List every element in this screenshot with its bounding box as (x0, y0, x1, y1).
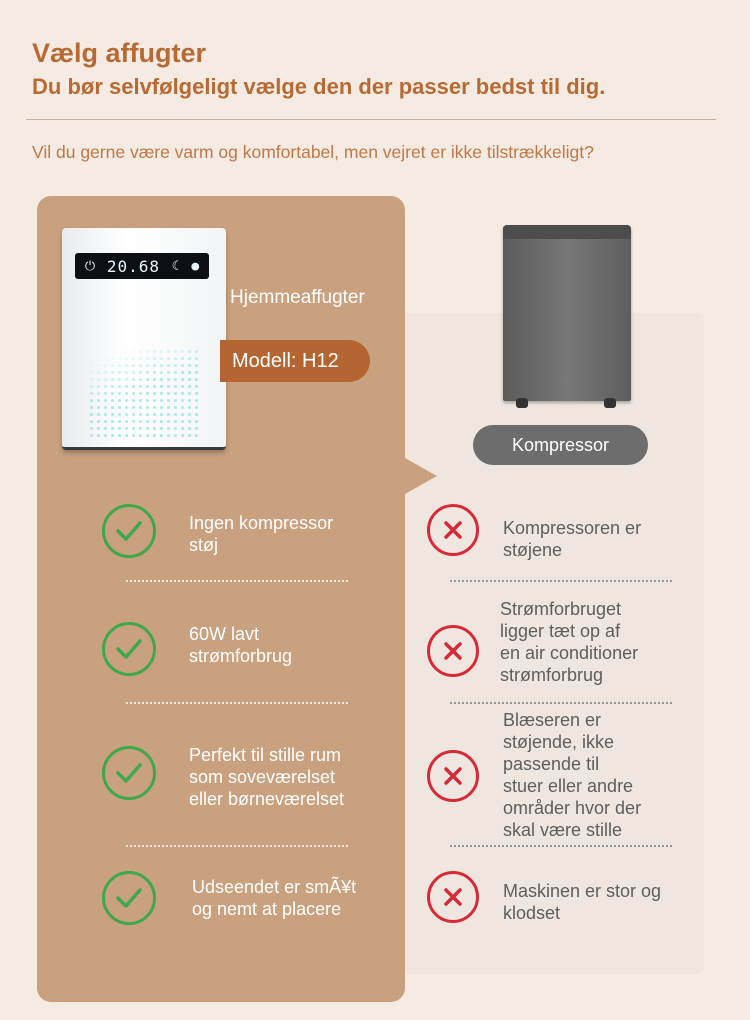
check-icon (102, 871, 156, 925)
intro-question: Vil du gerne være varm og komfortabel, men vejret er ikke tilstrækkeligt? (32, 142, 594, 162)
moon-icon: ☾ (171, 258, 180, 274)
row-separator (126, 580, 348, 582)
arrow-right-icon (405, 458, 437, 494)
pro-text: Perfekt til stille rum som soveværelset eller børneværelset (189, 745, 345, 809)
header-divider (26, 119, 716, 120)
model-badge: Modell: H12 (220, 340, 370, 382)
row-separator (450, 580, 672, 582)
pro-text: 60W lavt strømforbrug (189, 624, 293, 666)
row-separator (126, 702, 348, 704)
cross-icon (427, 625, 479, 677)
pro-text: Udseendet er smÃ¥t og nemt at placere (192, 877, 357, 919)
air-vent-pattern (88, 348, 200, 438)
power-icon: ⏻ (84, 258, 96, 274)
wheel-icon (516, 398, 528, 408)
check-icon (102, 622, 156, 676)
product-name: Hjemmeaffugter (230, 287, 365, 308)
cross-icon (427, 504, 479, 556)
con-text: Strømforbruget ligger tæt op af en air conditioner strømforbrug (500, 599, 639, 685)
row-separator (450, 702, 672, 704)
row-separator (126, 845, 348, 847)
compressor-label: Kompressor (473, 425, 648, 465)
con-text: Blæseren er støjende, ikke passende til stuer eller andre områder hvor der skal være stille (503, 710, 642, 840)
drop-icon: ● (191, 258, 200, 274)
dehumidifier-image (62, 228, 226, 450)
page-title: Vælg affugter (32, 38, 207, 68)
con-text: Maskinen er stor og klodset (503, 881, 662, 923)
display-reading: 20.68 (106, 256, 161, 276)
check-icon (102, 746, 156, 800)
compressor-image (503, 225, 631, 401)
con-text: Kompressoren er støjene (503, 518, 642, 560)
page-subtitle: Du bør selvfølgeligt vælge den der passer bedst til dig. (32, 74, 606, 99)
cross-icon (427, 871, 479, 923)
row-separator (450, 845, 672, 847)
cross-icon (427, 750, 479, 802)
device-display (75, 253, 209, 279)
check-icon (102, 504, 156, 558)
pro-text: Ingen kompressor støj (189, 513, 334, 555)
wheel-icon (604, 398, 616, 408)
